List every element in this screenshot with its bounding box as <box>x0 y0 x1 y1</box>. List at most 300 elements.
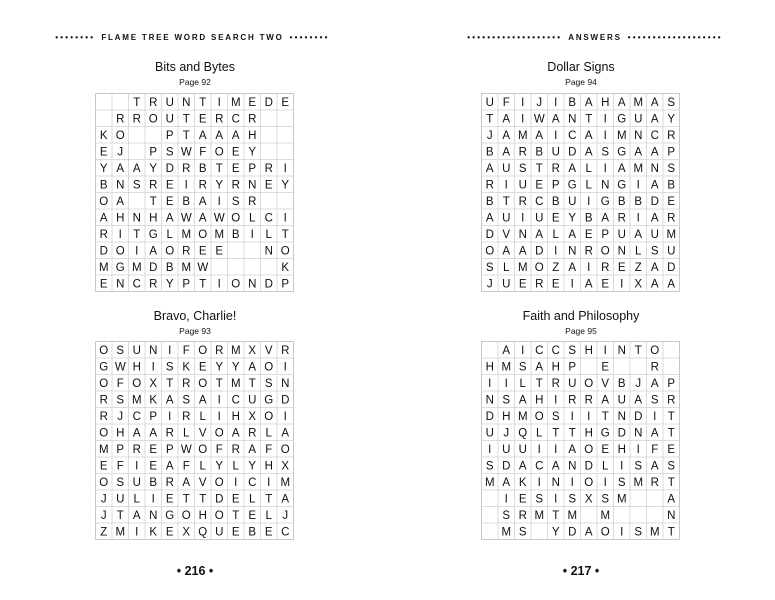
grid-letter: T <box>182 129 190 142</box>
grid-letter: N <box>116 278 125 291</box>
grid-letter: B <box>182 195 191 208</box>
grid-letter: Q <box>198 526 208 539</box>
grid-letter: M <box>230 344 241 357</box>
grid-letter: M <box>616 493 627 506</box>
grid-letter: Y <box>248 146 257 159</box>
grid-letter: A <box>248 361 257 374</box>
grid-letter: S <box>634 460 643 473</box>
grid-letter: W <box>180 443 192 456</box>
grid-letter: N <box>248 278 257 291</box>
grid-letter: A <box>198 394 207 407</box>
grid-letter: E <box>165 526 174 539</box>
grid-svg <box>95 93 294 292</box>
grid-letter: D <box>149 261 158 274</box>
grid-letter: E <box>165 493 174 506</box>
grid-letter: A <box>502 113 511 126</box>
page-number-left: • 216 • <box>176 564 214 578</box>
grid-letter: I <box>554 96 558 109</box>
grid-letter: C <box>535 460 544 473</box>
header-dots: •••••••• <box>289 32 330 42</box>
grid-letter: T <box>601 410 609 423</box>
grid-letter: U <box>165 113 174 126</box>
grid-letter: J <box>117 410 124 423</box>
grid-letter: V <box>601 377 610 390</box>
grid-letter: I <box>521 96 525 109</box>
grid-letter: H <box>502 410 511 423</box>
grid-letter: M <box>534 509 545 522</box>
grid-letter: D <box>568 146 577 159</box>
grid-letter: L <box>585 179 592 192</box>
grid-letter: E <box>149 443 158 456</box>
grid-letter: O <box>231 212 241 225</box>
grid-svg <box>481 93 680 292</box>
grid-letter: A <box>667 493 676 506</box>
grid-letter: B <box>617 377 626 390</box>
grid-letter: A <box>617 162 626 175</box>
grid-letter: O <box>181 509 191 522</box>
grid-letter: D <box>165 162 174 175</box>
grid-letter: C <box>248 476 257 489</box>
grid-letter: A <box>650 460 659 473</box>
grid-letter: S <box>601 493 610 506</box>
puzzle-grid-dollar-signs <box>481 93 680 292</box>
grid-letter: C <box>231 113 240 126</box>
grid-letter: D <box>667 261 676 274</box>
grid-letter: I <box>184 179 188 192</box>
grid-letter: S <box>617 476 626 489</box>
grid-letter: B <box>568 96 577 109</box>
grid-letter: T <box>199 96 207 109</box>
grid-letter: R <box>568 394 577 407</box>
grid-letter: R <box>182 245 191 258</box>
grid-letter: R <box>667 394 676 407</box>
grid-letter: G <box>600 427 610 440</box>
grid-letter: O <box>198 377 208 390</box>
grid-letter: I <box>554 245 558 258</box>
puzzle-grid-bits-and-bytes <box>95 93 294 292</box>
grid-letter: R <box>182 410 191 423</box>
grid-letter: L <box>199 410 206 423</box>
grid-letter: Y <box>165 278 174 291</box>
grid-letter: E <box>264 526 273 539</box>
grid-letter: H <box>601 96 610 109</box>
grid-letter: A <box>650 113 659 126</box>
grid-letter: I <box>151 493 155 506</box>
grid-letter: T <box>486 113 494 126</box>
grid-letter: O <box>534 261 544 274</box>
grid-letter: E <box>518 493 527 506</box>
grid-letter: C <box>132 278 141 291</box>
puzzle-grid-bravo-charlie <box>95 341 294 540</box>
grid-letter: N <box>568 245 577 258</box>
grid-letter: P <box>667 146 676 159</box>
grid-letter: U <box>502 162 511 175</box>
answers-title: ANSWERS <box>568 32 622 42</box>
grid-letter: T <box>585 113 593 126</box>
grid-letter: B <box>248 526 257 539</box>
grid-letter: N <box>667 509 676 522</box>
grid-letter: T <box>535 162 543 175</box>
grid-letter: I <box>587 410 591 423</box>
puzzle-page-ref: Page 93 <box>179 326 211 336</box>
grid-letter: A <box>601 212 610 225</box>
grid-letter: N <box>617 245 626 258</box>
book-title: FLAME TREE WORD SEARCH TWO <box>101 32 284 42</box>
grid-letter: I <box>570 410 574 423</box>
grid-letter: A <box>132 162 141 175</box>
grid-letter: D <box>584 460 593 473</box>
grid-letter: K <box>99 129 108 142</box>
grid-letter: S <box>132 179 141 192</box>
grid-letter: T <box>667 476 675 489</box>
grid-letter: N <box>182 96 191 109</box>
grid-letter: T <box>232 509 240 522</box>
grid-letter: M <box>280 476 291 489</box>
grid-letter: M <box>98 261 109 274</box>
grid-letter: I <box>554 443 558 456</box>
grid-letter: T <box>182 113 190 126</box>
grid-letter: M <box>501 526 512 539</box>
grid-letter: O <box>165 245 175 258</box>
grid-letter: G <box>617 113 627 126</box>
grid-letter: A <box>231 129 240 142</box>
grid-letter: O <box>99 195 109 208</box>
grid-letter: I <box>168 410 172 423</box>
grid-letter: S <box>667 162 676 175</box>
grid-letter: L <box>199 460 206 473</box>
grid-letter: G <box>264 394 274 407</box>
grid-letter: B <box>667 179 676 192</box>
grid-letter: I <box>135 245 139 258</box>
grid-letter: E <box>231 146 240 159</box>
grid-letter: T <box>634 344 642 357</box>
grid-letter: D <box>502 460 511 473</box>
grid-letter: Y <box>215 460 224 473</box>
grid-letter: W <box>533 113 545 126</box>
grid-letter: T <box>502 195 510 208</box>
grid-letter: M <box>616 129 627 142</box>
header-dots: •••••••• <box>55 32 96 42</box>
grid-letter: R <box>650 476 659 489</box>
puzzle-page-ref: Page 94 <box>565 77 597 87</box>
grid-letter: A <box>584 129 593 142</box>
grid-letter: S <box>231 195 240 208</box>
grid-letter: R <box>617 212 626 225</box>
grid-letter: B <box>551 195 560 208</box>
grid-letter: O <box>600 245 610 258</box>
grid-letter: X <box>281 460 290 473</box>
puzzle-title: Bits and Bytes <box>155 60 235 74</box>
grid-letter: I <box>636 443 640 456</box>
grid-letter: J <box>635 377 642 390</box>
grid-letter: N <box>601 179 610 192</box>
grid-letter: O <box>198 228 208 241</box>
grid-letter: M <box>633 476 644 489</box>
grid-letter: T <box>133 96 141 109</box>
grid-letter: T <box>182 493 190 506</box>
grid-letter: R <box>535 278 544 291</box>
grid-letter: A <box>584 96 593 109</box>
grid-letter: A <box>281 493 290 506</box>
grid-letter: O <box>99 344 109 357</box>
grid-letter: L <box>602 460 609 473</box>
grid-letter: U <box>617 228 626 241</box>
grid-letter: A <box>198 129 207 142</box>
grid-letter: E <box>198 245 207 258</box>
grid-letter: L <box>133 493 140 506</box>
grid-letter: T <box>535 377 543 390</box>
grid-letter: O <box>132 377 142 390</box>
grid-letter: O <box>584 377 594 390</box>
grid-letter: R <box>281 344 290 357</box>
grid-letter: R <box>182 377 191 390</box>
grid-letter: A <box>132 509 141 522</box>
grid-letter: U <box>650 228 659 241</box>
grid-letter: U <box>502 212 511 225</box>
grid-letter: A <box>116 162 125 175</box>
grid-letter: S <box>634 526 643 539</box>
grid-letter: L <box>503 261 510 274</box>
grid-letter: I <box>603 344 607 357</box>
grid-letter: R <box>149 278 158 291</box>
grid-letter: X <box>584 493 593 506</box>
grid-letter: A <box>650 278 659 291</box>
right-running-header <box>430 31 760 43</box>
grid-letter: R <box>518 195 527 208</box>
grid-letter: D <box>485 228 494 241</box>
grid-letter: M <box>230 96 241 109</box>
grid-letter: A <box>518 394 527 407</box>
header-dots: ••••••••••••••••••• <box>467 32 563 42</box>
grid-letter: Z <box>552 261 560 274</box>
grid-letter: N <box>281 377 290 390</box>
grid-letter: C <box>650 129 659 142</box>
grid-letter: R <box>667 129 676 142</box>
grid-letter: I <box>283 361 287 374</box>
grid-letter: Y <box>667 113 676 126</box>
grid-letter: I <box>620 526 624 539</box>
grid-letter: H <box>116 212 125 225</box>
grid-letter: G <box>617 179 627 192</box>
grid-letter: X <box>248 344 257 357</box>
grid-letter: J <box>100 493 107 506</box>
grid-letter: O <box>280 245 290 258</box>
grid-letter: B <box>634 195 643 208</box>
grid-letter: Z <box>100 526 108 539</box>
grid-letter: A <box>99 212 108 225</box>
grid-letter: R <box>215 344 224 357</box>
grid-letter: R <box>248 195 257 208</box>
grid-letter: Y <box>149 162 158 175</box>
grid-letter: Y <box>568 212 577 225</box>
grid-letter: C <box>264 212 273 225</box>
grid-letter: N <box>634 427 643 440</box>
grid-letter: N <box>149 509 158 522</box>
grid-letter: J <box>100 509 107 522</box>
grid-letter: A <box>518 460 527 473</box>
grid-letter: E <box>248 96 257 109</box>
grid-letter: H <box>132 361 141 374</box>
grid-letter: R <box>667 212 676 225</box>
grid-letter: A <box>502 129 511 142</box>
grid-letter: T <box>199 278 207 291</box>
grid-letter: D <box>264 96 273 109</box>
grid-letter: I <box>636 179 640 192</box>
grid-letter: M <box>131 394 142 407</box>
grid-letter: L <box>519 377 526 390</box>
grid-letter: K <box>518 476 527 489</box>
grid-letter: L <box>585 162 592 175</box>
grid-letter: S <box>182 394 191 407</box>
grid-letter: I <box>283 162 287 175</box>
grid-letter: U <box>568 195 577 208</box>
grid-letter: O <box>214 476 224 489</box>
grid-svg <box>95 341 294 540</box>
grid-letter: R <box>198 179 207 192</box>
grid-letter: Q <box>518 427 528 440</box>
grid-letter: E <box>551 278 560 291</box>
grid-letter: E <box>601 361 610 374</box>
grid-letter: E <box>617 261 626 274</box>
grid-letter: I <box>151 361 155 374</box>
grid-letter: A <box>617 96 626 109</box>
grid-letter: P <box>601 228 610 241</box>
grid-letter: R <box>99 394 108 407</box>
grid-letter: N <box>518 228 527 241</box>
grid-letter: A <box>568 443 577 456</box>
grid-letter: Z <box>634 261 642 274</box>
grid-letter: L <box>166 228 173 241</box>
grid-letter: U <box>502 278 511 291</box>
grid-letter: I <box>217 96 221 109</box>
grid-letter: H <box>264 460 273 473</box>
grid-letter: F <box>182 460 190 473</box>
grid-letter: L <box>635 245 642 258</box>
grid-letter: S <box>568 493 577 506</box>
grid-letter: H <box>231 410 240 423</box>
grid-letter: O <box>214 427 224 440</box>
grid-letter: U <box>518 443 527 456</box>
grid-letter: U <box>667 245 676 258</box>
grid-letter: O <box>264 410 274 423</box>
grid-letter: A <box>149 245 158 258</box>
grid-letter: K <box>149 394 158 407</box>
grid-letter: L <box>232 460 239 473</box>
grid-letter: R <box>248 113 257 126</box>
grid-letter: S <box>667 460 676 473</box>
grid-letter: B <box>535 146 544 159</box>
grid-letter: R <box>182 162 191 175</box>
grid-letter: F <box>215 443 223 456</box>
grid-letter: Y <box>551 526 560 539</box>
grid-letter: F <box>265 443 273 456</box>
grid-letter: J <box>536 96 543 109</box>
grid-letter: R <box>518 509 527 522</box>
puzzle-title: Bravo, Charlie! <box>153 309 237 323</box>
grid-letter: E <box>601 278 610 291</box>
grid-letter: B <box>584 212 593 225</box>
grid-letter: I <box>603 162 607 175</box>
grid-letter: E <box>248 509 257 522</box>
grid-letter: B <box>485 146 494 159</box>
grid-letter: L <box>265 228 272 241</box>
grid-letter: A <box>601 394 610 407</box>
grid-letter: J <box>486 129 493 142</box>
grid-letter: G <box>148 228 158 241</box>
grid-letter: R <box>149 96 158 109</box>
grid-letter: S <box>568 344 577 357</box>
grid-letter: Y <box>231 361 240 374</box>
grid-letter: T <box>166 377 174 390</box>
grid-letter: P <box>568 361 577 374</box>
grid-letter: I <box>217 195 221 208</box>
grid-letter: A <box>650 212 659 225</box>
grid-letter: E <box>149 460 158 473</box>
grid-letter: A <box>584 526 593 539</box>
grid-letter: I <box>653 410 657 423</box>
grid-letter: R <box>99 228 108 241</box>
grid-letter: L <box>265 509 272 522</box>
grid-letter: G <box>600 195 610 208</box>
grid-letter: B <box>99 179 108 192</box>
grid-letter: D <box>535 245 544 258</box>
grid-letter: O <box>214 509 224 522</box>
grid-letter: K <box>182 361 191 374</box>
grid-letter: M <box>633 96 644 109</box>
grid-letter: A <box>650 96 659 109</box>
grid-letter: X <box>248 410 257 423</box>
grid-letter: H <box>198 509 207 522</box>
grid-letter: S <box>518 361 527 374</box>
grid-letter: B <box>165 261 174 274</box>
grid-letter: Y <box>215 179 224 192</box>
grid-letter: F <box>199 146 207 159</box>
grid-letter: O <box>280 443 290 456</box>
grid-letter: S <box>535 493 544 506</box>
grid-letter: R <box>248 427 257 440</box>
grid-letter: O <box>99 476 109 489</box>
grid-letter: I <box>587 261 591 274</box>
grid-letter: T <box>116 509 124 522</box>
grid-letter: I <box>587 195 591 208</box>
grid-letter: M <box>115 526 126 539</box>
grid-letter: N <box>634 129 643 142</box>
grid-letter: E <box>281 96 290 109</box>
grid-letter: K <box>149 526 158 539</box>
grid-letter: C <box>281 526 290 539</box>
grid-letter: F <box>116 460 124 473</box>
grid-letter: L <box>249 493 256 506</box>
grid-letter: E <box>198 361 207 374</box>
grid-letter: I <box>603 476 607 489</box>
grid-letter: N <box>617 410 626 423</box>
grid-letter: D <box>215 493 224 506</box>
grid-letter: L <box>552 228 559 241</box>
grid-letter: R <box>99 410 108 423</box>
grid-letter: W <box>114 361 126 374</box>
grid-letter: A <box>551 113 560 126</box>
grid-letter: F <box>651 443 659 456</box>
grid-letter: V <box>198 427 207 440</box>
grid-letter: H <box>551 361 560 374</box>
grid-letter: S <box>165 361 174 374</box>
grid-letter: E <box>198 113 207 126</box>
grid-letter: M <box>517 410 528 423</box>
grid-letter: R <box>584 394 593 407</box>
grid-letter: R <box>551 377 560 390</box>
grid-letter: U <box>215 526 224 539</box>
grid-letter: S <box>551 410 560 423</box>
